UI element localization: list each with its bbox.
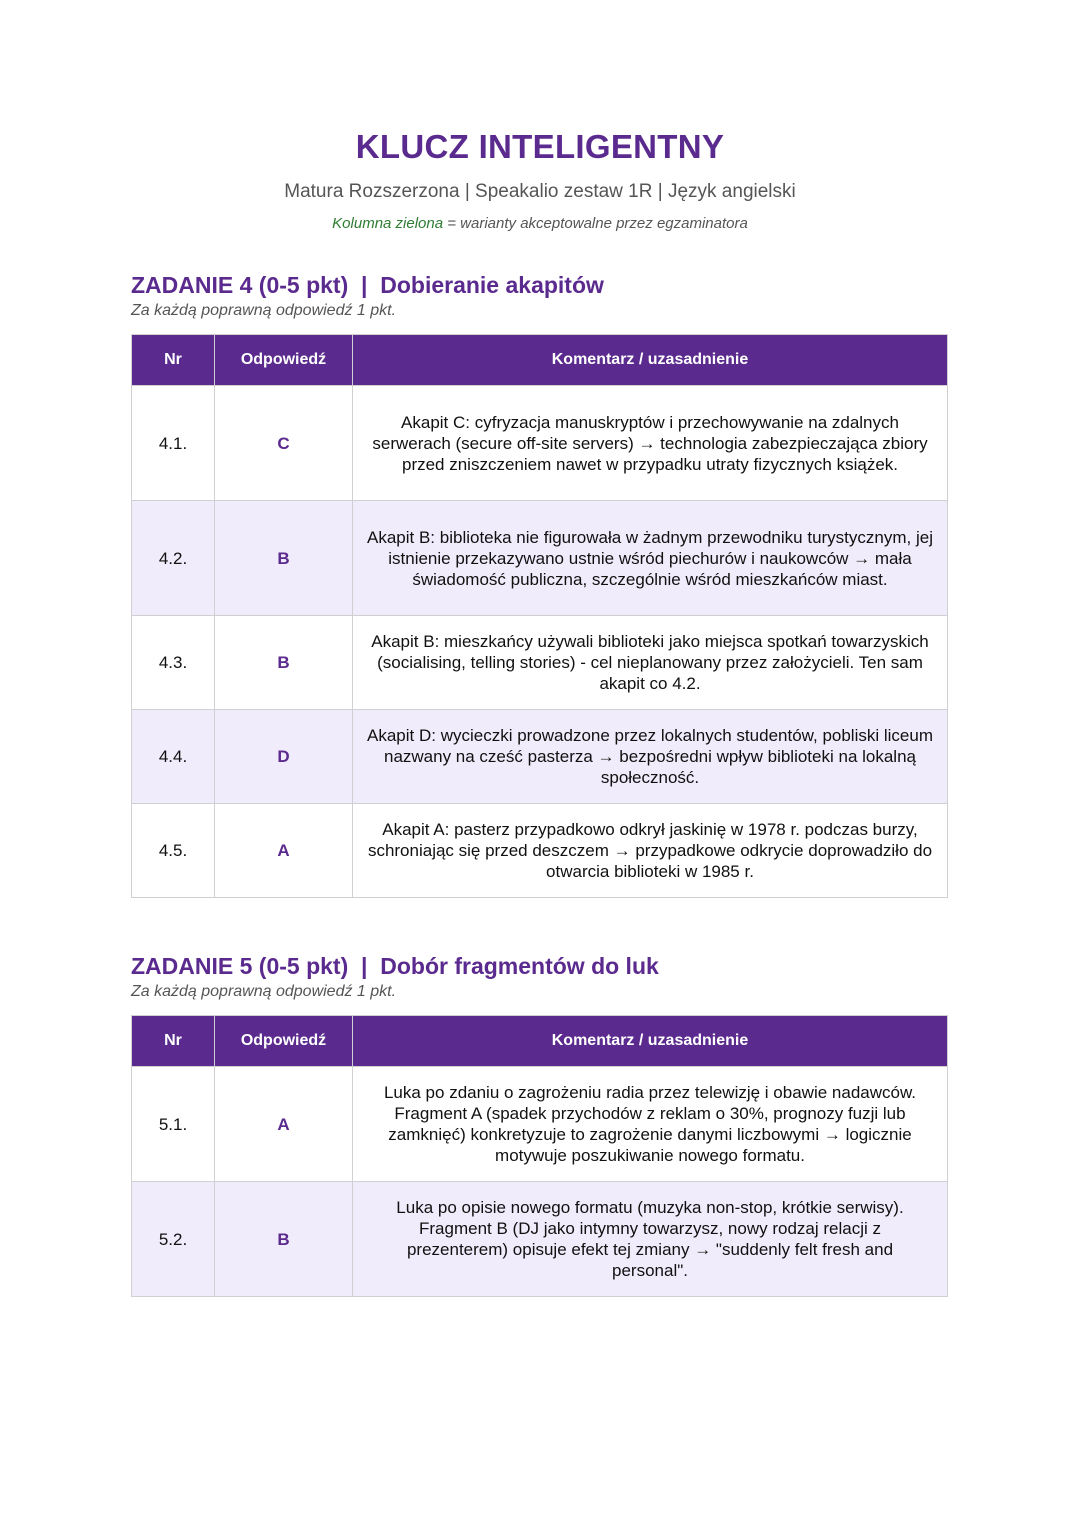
- task4-table: [131, 334, 948, 898]
- column-header-answer: Odpowiedź: [215, 335, 353, 386]
- row-number: 4.2.: [132, 501, 215, 616]
- row-answer: A: [215, 1067, 353, 1182]
- table-row: [132, 710, 948, 804]
- row-answer: C: [215, 386, 353, 501]
- table-row: [132, 1182, 948, 1297]
- row-comment: Akapit B: mieszkańcy używali biblioteki jako miejsca spotkań towarzyskich (socialising, telling stories) - cel nieplanowany przez założycieli. Ten sam akapit co 4.2.: [353, 616, 948, 710]
- row-answer: D: [215, 710, 353, 804]
- table-row: [132, 616, 948, 710]
- row-answer: B: [215, 616, 353, 710]
- row-number: 5.2.: [132, 1182, 215, 1297]
- row-answer: B: [215, 501, 353, 616]
- row-comment: Akapit A: pasterz przypadkowo odkrył jaskinię w 1978 r. podczas burzy, schroniając się przed deszczem → przypadkowe odkrycie doprowadziło do otwarcia biblioteki w 1985 r.: [353, 804, 948, 898]
- task5-table: [131, 1015, 948, 1297]
- column-header-nr: Nr: [132, 1016, 215, 1067]
- task4-heading: ZADANIE 4 (0-5 pkt) | Dobieranie akapitów: [131, 272, 604, 298]
- page-title: KLUCZ INTELIGENTNY: [355, 128, 725, 165]
- table-row: [132, 804, 948, 898]
- column-header-comment: Komentarz / uzasadnienie: [353, 335, 948, 386]
- row-comment: Luka po zdaniu o zagrożeniu radia przez telewizję i obawie nadawców. Fragment A (spadek przychodów z reklam o 30%, prognozy fuzji lub zamknięć) konkretyzuje to zagrożenie danymi liczbowymi → logicznie motywuje poszukiwanie nowego formatu.: [353, 1067, 948, 1182]
- row-number: 5.1.: [132, 1067, 215, 1182]
- table-header-row: [132, 1016, 948, 1067]
- column-header-answer: Odpowiedź: [215, 1016, 353, 1067]
- table-row: [132, 386, 948, 501]
- row-number: 4.3.: [132, 616, 215, 710]
- legend-note: [0, 215, 1080, 232]
- row-number: 4.5.: [132, 804, 215, 898]
- column-header-nr: Nr: [132, 335, 215, 386]
- row-number: 4.1.: [132, 386, 215, 501]
- row-answer: A: [215, 804, 353, 898]
- row-comment: Akapit D: wycieczki prowadzone przez lokalnych studentów, pobliski liceum nazwany na cześć pasterza → bezpośredni wpływ biblioteki na lokalną społeczność.: [353, 710, 948, 804]
- task4-scoring: Za każdą poprawną odpowiedź 1 pkt.: [131, 302, 397, 319]
- column-header-comment: Komentarz / uzasadnienie: [353, 1016, 948, 1067]
- task4-section: [131, 271, 947, 898]
- task5-heading: ZADANIE 5 (0-5 pkt) | Dobór fragmentów do luk: [131, 953, 659, 979]
- task5-scoring: Za każdą poprawną odpowiedź 1 pkt.: [131, 983, 397, 1000]
- legend-description: = warianty akceptowalne przez egzaminatora: [443, 215, 748, 232]
- task5-section: [131, 952, 947, 1297]
- row-answer: B: [215, 1182, 353, 1297]
- table-row: [132, 1067, 948, 1182]
- page-subtitle: Matura Rozszerzona | Speakalio zestaw 1R | Język angielski: [284, 181, 796, 202]
- row-comment: Akapit B: biblioteka nie figurowała w żadnym przewodniku turystycznym, jej istnienie przekazywano ustnie wśród piechurów i naukowców → mała świadomość publiczna, szczególnie wśród mieszkańców miast.: [353, 501, 948, 616]
- row-number: 4.4.: [132, 710, 215, 804]
- row-comment: Akapit C: cyfryzacja manuskryptów i przechowywanie na zdalnych serwerach (secure off-site servers) → technologia zabezpieczająca zbiory przed zniszczeniem nawet w przypadku utraty fizycznych książek.: [353, 386, 948, 501]
- row-comment: Luka po opisie nowego formatu (muzyka non-stop, krótkie serwisy). Fragment B (DJ jako intymny towarzysz, nowy rodzaj relacji z prezenterem) opisuje efekt tej zmiany → "suddenly felt fresh and personal".: [353, 1182, 948, 1297]
- table-header-row: [132, 335, 948, 386]
- table-row: [132, 501, 948, 616]
- legend-green-label: Kolumna zielona: [332, 215, 444, 232]
